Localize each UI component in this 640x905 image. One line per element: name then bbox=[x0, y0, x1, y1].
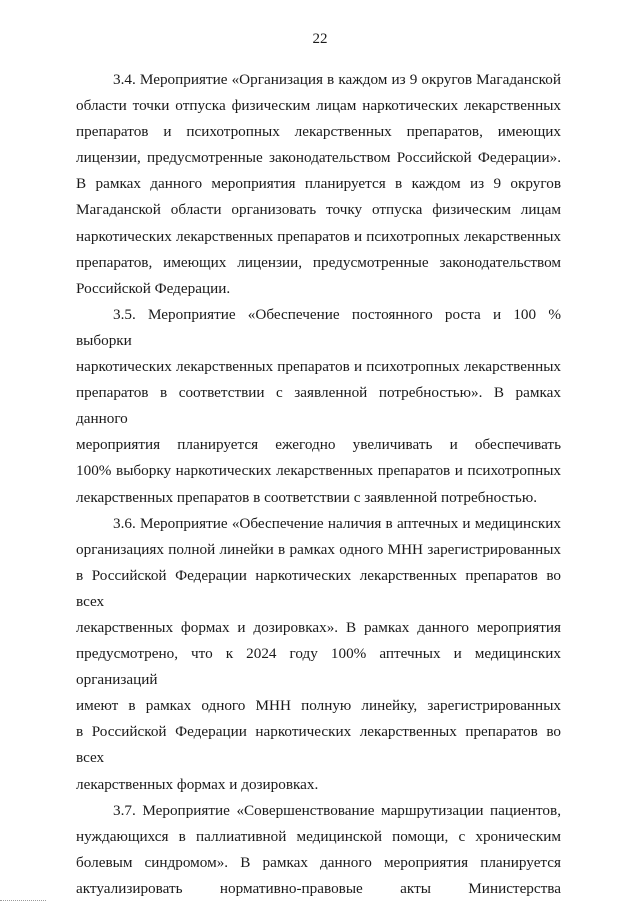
text-line: области точки отпуска физическим лицам наркотических лекарственных bbox=[76, 97, 561, 115]
text-line: 3.5. Мероприятие «Обеспечение постоянного роста и 100 % выборки bbox=[76, 305, 561, 349]
text-line: 3.6. Мероприятие «Обеспечение наличия в аптечных и медицинских bbox=[113, 514, 561, 532]
paragraph-3-5 bbox=[76, 302, 561, 511]
text-line: лекарственных формах и дозировках. bbox=[76, 775, 319, 793]
text-line: наркотических лекарственных препаратов и психотропных лекарственных bbox=[76, 227, 561, 245]
paragraph-3-4 bbox=[76, 67, 561, 302]
scan-edge-mark bbox=[0, 900, 46, 902]
text-line: предусмотрено, что к 2024 году 100% аптечных и медицинских организаций bbox=[76, 645, 561, 689]
paragraph-3-6 bbox=[76, 511, 561, 798]
text-line: нуждающихся в паллиативной медицинской помощи, с хроническим bbox=[76, 827, 561, 845]
paragraph-3-7 bbox=[76, 798, 561, 902]
text-line: в Российской Федерации наркотических лекарственных препаратов во всех bbox=[76, 566, 561, 610]
text-line: 3.4. Мероприятие «Организация в каждом из 9 округов Магаданской bbox=[113, 71, 561, 88]
text-line: в Российской Федерации наркотических лекарственных препаратов во всех bbox=[76, 723, 561, 767]
text-line: препаратов в соответствии с заявленной потребностью». В рамках данного bbox=[76, 384, 561, 428]
text-line: мероприятия планируется ежегодно увеличивать и обеспечивать bbox=[76, 436, 561, 454]
text-line: наркотических лекарственных препаратов и психотропных лекарственных bbox=[76, 358, 561, 376]
page-number: 22 bbox=[312, 31, 328, 47]
text-line: препаратов, имеющих лицензии, предусмотренные законодательством bbox=[76, 253, 561, 271]
text-line: препаратов и психотропных лекарственных препаратов, имеющих bbox=[76, 123, 561, 141]
text-line: 100% выборку наркотических лекарственных препаратов и психотропных bbox=[76, 462, 561, 480]
text-line: 3.7. Мероприятие «Совершенствование маршрутизации пациентов, bbox=[113, 801, 561, 819]
text-line: Российской Федерации. bbox=[76, 279, 231, 297]
text-line: Магаданской области организовать точку отпуска физическим лицам bbox=[76, 201, 561, 219]
text-line: лицензии, предусмотренные законодательством Российской Федерации». bbox=[76, 149, 561, 167]
text-line: В рамках данного мероприятия планируется в каждом из 9 округов bbox=[76, 175, 561, 193]
text-line: организациях полной линейки в рамках одного МНН зарегистрированных bbox=[76, 540, 561, 558]
text-line: болевым синдромом». В рамках данного мероприятия планируется bbox=[76, 853, 561, 871]
text-line: лекарственных формах и дозировках». В рамках данного мероприятия bbox=[76, 618, 561, 636]
text-line: актуализировать нормативно-правовые акты Министерства bbox=[76, 879, 561, 897]
document-body bbox=[76, 67, 561, 902]
text-line: имеют в рамках одного МНН полную линейку, зарегистрированных bbox=[76, 697, 561, 715]
text-line: лекарственных препаратов в соответствии с заявленной потребностью. bbox=[76, 488, 537, 506]
